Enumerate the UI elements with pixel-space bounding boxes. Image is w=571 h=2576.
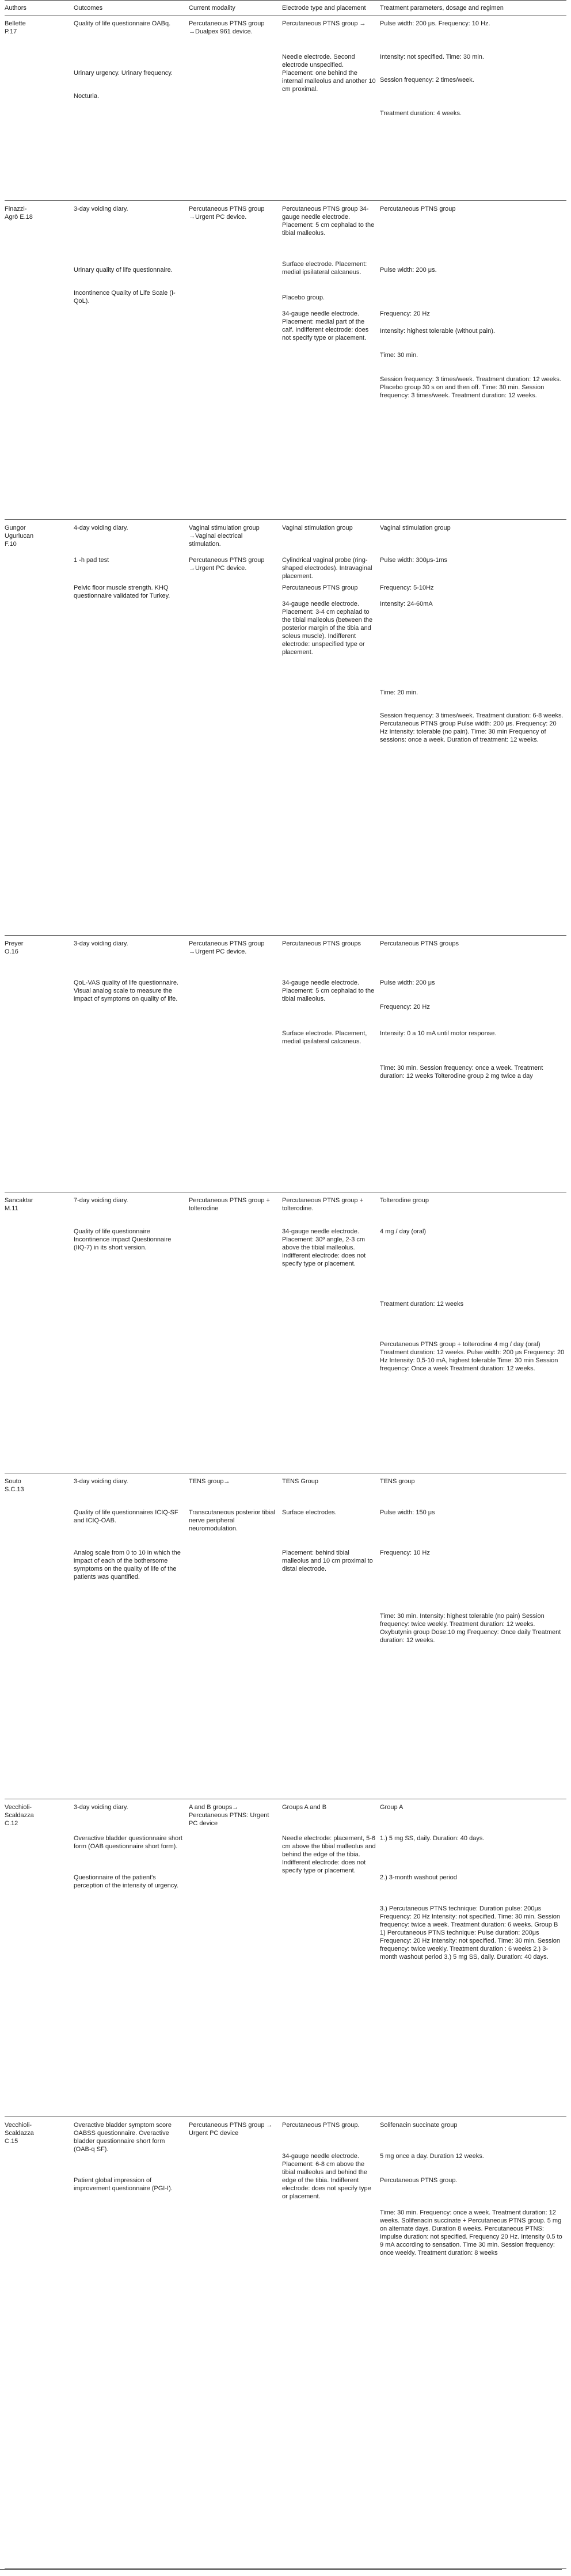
treatment-text: Vaginal stimulation group: [380, 525, 451, 531]
header-treatment: Treatment parameters, dosage and regimen: [380, 5, 504, 12]
author-cell: [5, 203, 69, 519]
treatment-text: Percutaneous PTNS groups: [380, 940, 459, 947]
table-row: [5, 17, 566, 201]
electrode-text: 34-gauge needle electrode. Placement: 3-4 cm cephalad to the tibial malleolus (between the posterior margin of the tibia and soleus muscle). Indifferent electrode: unspecified type or placement.: [282, 601, 373, 656]
electrode-cell: [282, 1194, 376, 1473]
treatment-text: Time: 30 min.: [380, 352, 418, 359]
treatment-text: Pulse width: 200 μs: [380, 979, 435, 986]
modality-cell: [189, 522, 275, 935]
treatment-text: Intensity: 24-60mA: [380, 601, 433, 607]
modality-text: Vaginal stimulation group →Vaginal electrical stimulation.: [189, 525, 260, 548]
treatment-text: 3.) Percutaneous PTNS technique: Duration pulse: 200μs Frequency: 20 Hz Intensity: not specified. Time: 30 min. Session frequency: twice a week. Treatment duration: 6 weeks. Group B 1) Percutaneous PTNS technique: Pulse duration: 200μs Frequency: 20 Hz Intensity: not specified. Time: 30 min. Session frequency: twice weekly. Treatment duration : 6 weeks 2.) 3-month washout period 3.) 5 mg SS, daily. Duration: 40 days.: [380, 1905, 561, 1961]
author-line: Sancaktar: [5, 1197, 33, 1204]
treatment-text: Treatment duration: 12 weeks: [380, 1301, 464, 1308]
treatment-text: Session frequency: 3 times/week. Treatment duration: 12 weeks. Placebo group 30 s on and then off. Time: 30 min. Session frequency: 3 times/week. Treatment duration: 12 weeks.: [380, 376, 561, 399]
author-line: Vecchioli-: [5, 2122, 32, 2129]
treatment-cell: [380, 2119, 565, 2568]
treatment-text: Tolterodine group: [380, 1197, 429, 1204]
author-cell: [5, 937, 69, 1192]
electrode-text: Percutaneous PTNS group: [282, 584, 358, 591]
outcome-text: 3-day voiding diary.: [74, 1804, 128, 1811]
modality-text: Percutaneous PTNS group → Urgent PC device: [189, 2122, 273, 2137]
electrode-text: Surface electrode. Placement, medial ipsilateral calcaneus.: [282, 1030, 367, 1045]
treatment-text: Percutaneous PTNS group + tolterodine 4 mg / day (oral) Treatment duration: 12 weeks. Pulse width: 200 μs Frequency: 20 Hz Intensity: 0,5-10 mA, highest tolerable Time: 30 min Session frequency: Once a week Treatment duration: 12 weeks.: [380, 1341, 565, 1372]
modality-cell: [189, 1475, 275, 1799]
electrode-text: Placebo group.: [282, 294, 325, 301]
outcome-text: 3-day voiding diary.: [74, 1478, 128, 1485]
author-line: P.17: [5, 28, 17, 35]
treatment-cell: [380, 1475, 565, 1799]
electrode-text: Needle electrode: placement, 5-6 cm above the tibial malleolus and behind the edge of the tibia. Indifferent electrode: does not specify type or placement.: [282, 1835, 376, 1874]
author-cell: [5, 17, 69, 200]
electrode-cell: [282, 937, 376, 1192]
header-outcomes: Outcomes: [74, 5, 103, 12]
modality-text: Percutaneous PTNS group →Urgent PC device.: [189, 557, 265, 572]
electrode-text: Cylindrical vaginal probe (ring-shaped electrodes). Intravaginal placement.: [282, 557, 372, 580]
outcome-text: Incontinence Quality of Life Scale (I-QoL).: [74, 290, 176, 305]
electrode-cell: [282, 203, 376, 519]
treatment-text: Pulse width: 150 μs: [380, 1509, 435, 1516]
treatment-text: Time: 30 min. Frequency: once a week. Treatment duration: 12 weeks. Solifenacin succinate + Percutaneous PTNS group. 5 mg on alternate days. Duration 8 weeks. Percutaneous PTNS: Impulse duration: not specified. Frequency 20 Hz. Intensity 0.5 to 9 mA according to sensation. Time 30 min. Session frequency: once weekly. Treatment duration: 8 weeks: [380, 2209, 562, 2256]
electrode-text: 34-gauge needle electrode. Placement: 5 cm cephalad to the tibial malleolus.: [282, 979, 375, 1002]
author-cell: [5, 1194, 69, 1473]
treatment-cell: [380, 203, 565, 519]
table-row: [5, 1194, 566, 1473]
author-cell: [5, 1475, 69, 1799]
outcome-text: Overactive bladder questionnaire short form (OAB questionnaire short form).: [74, 1835, 182, 1850]
author-line: Souto: [5, 1478, 21, 1485]
treatment-text: Session frequency: 3 times/week. Treatment duration: 6-8 weeks. Percutaneous PTNS group Pulse width: 200 μs. Frequency: 20 Hz Intensity: tolerable (no pain). Time: 30 min Frequency of sessions: once a week. Duration of treatment: 12 weeks.: [380, 712, 564, 743]
treatment-text: 4 mg / day (oral): [380, 1228, 427, 1235]
modality-text: TENS group→: [189, 1478, 230, 1485]
table-row: [5, 1801, 566, 2117]
author-line: Gungor: [5, 525, 26, 531]
modality-cell: [189, 1194, 275, 1473]
outcome-text: 3-day voiding diary.: [74, 940, 128, 947]
author-line: C.15: [5, 2138, 18, 2145]
electrode-text: Vaginal stimulation group: [282, 525, 353, 531]
electrode-text: 34-gauge needle electrode. Placement: 6-8 cm above the tibial malleolus and behind the edge of the tibia. Indifferent electrode: does not specify type or placement.: [282, 2153, 371, 2200]
treatment-text: Treatment duration: 4 weeks.: [380, 110, 462, 117]
electrode-text: Percutaneous PTNS group + tolterodine.: [282, 1197, 363, 1212]
author-line: S.C.13: [5, 1486, 24, 1493]
author-line: O.16: [5, 948, 18, 955]
modality-text: Transcutaneous posterior tibial nerve peripheral neuromodulation.: [189, 1509, 276, 1532]
outcome-text: 4-day voiding diary.: [74, 525, 128, 531]
treatment-text: Time: 30 min. Session frequency: once a week. Treatment duration: 12 weeks Tolterodine group 2 mg twice a day: [380, 1065, 543, 1080]
treatment-text: Frequency: 20 Hz: [380, 1004, 430, 1010]
electrode-cell: [282, 1475, 376, 1799]
author-line: Preyer: [5, 940, 24, 947]
author-cell: [5, 2119, 69, 2568]
treatment-text: 5 mg once a day. Duration 12 weeks.: [380, 2153, 484, 2160]
treatment-text: Time: 20 min.: [380, 689, 418, 696]
treatment-text: Group A: [380, 1804, 403, 1811]
electrode-text: Groups A and B: [282, 1804, 327, 1811]
electrode-text: TENS Group: [282, 1478, 318, 1485]
author-line: Ugurlucan: [5, 533, 34, 539]
author-cell: [5, 522, 69, 935]
outcome-text: Urinary quality of life questionnaire.: [74, 267, 173, 273]
author-line: Agrò E.18: [5, 214, 33, 221]
treatment-text: Pulse width: 200 μs.: [380, 267, 437, 273]
outcomes-cell: [74, 17, 183, 200]
outcome-text: Patient global impression of improvement questionnaire (PGI-I).: [74, 2177, 173, 2192]
outcome-text: Overactive bladder symptom score OABSS questionnaire. Overactive bladder questionnaire short form (OAB-q SF).: [74, 2122, 172, 2153]
author-line: Vecchioli-: [5, 1804, 32, 1811]
header-authors: Authors: [5, 5, 26, 12]
treatment-cell: [380, 937, 565, 1192]
treatment-text: Percutaneous PTNS group.: [380, 2177, 458, 2184]
author-line: Finazzi-: [5, 206, 27, 212]
electrode-cell: [282, 17, 376, 200]
treatment-text: Intensity: highest tolerable (without pain).: [380, 328, 495, 335]
outcome-text: 1 -h pad test: [74, 557, 109, 564]
treatment-text: Time: 30 min. Intensity: highest tolerable (no pain) Session frequency: twice weekly. Treatment duration: 12 weeks. Oxybutynin group Dose:10 mg Frequency: Once daily Treatment duration: 12 weeks.: [380, 1613, 561, 1644]
electrode-cell: [282, 2119, 376, 2568]
treatment-text: Pulse width: 200 μs. Frequency: 10 Hz.: [380, 20, 490, 27]
outcomes-cell: [74, 2119, 183, 2568]
electrode-cell: [282, 522, 376, 935]
outcome-text: Questionnaire of the patient's perception of the intensity of urgency.: [74, 1874, 179, 1889]
table-row: [5, 1475, 566, 1799]
table-row: [5, 937, 566, 1192]
modality-cell: [189, 1801, 275, 2117]
modality-cell: [189, 17, 275, 200]
treatment-text: TENS group: [380, 1478, 415, 1485]
author-cell: [5, 1801, 69, 2117]
header-electrode: Electrode type and placement: [282, 5, 366, 12]
modality-cell: [189, 203, 275, 519]
treatment-text: Intensity: 0 a 10 mA until motor response.: [380, 1030, 497, 1037]
treatment-cell: [380, 1801, 565, 2117]
outcome-text: Nocturia.: [74, 93, 100, 100]
treatment-text: 2.) 3-month washout period: [380, 1874, 457, 1881]
outcome-text: 3-day voiding diary.: [74, 206, 128, 212]
outcomes-cell: [74, 203, 183, 519]
outcome-text: Pelvic floor muscle strength. KHQ questionnaire validated for Turkey.: [74, 584, 170, 599]
outcome-text: Quality of life questionnaire OABq.: [74, 20, 171, 27]
treatment-cell: [380, 522, 565, 935]
electrode-text: Surface electrodes.: [282, 1509, 337, 1516]
treatment-text: Frequency: 20 Hz: [380, 310, 430, 317]
outcome-text: Quality of life questionnaires ICIQ-SF and ICIQ-OAB.: [74, 1509, 178, 1524]
outcomes-cell: [74, 937, 183, 1192]
outcomes-cell: [74, 522, 183, 935]
modality-text: Percutaneous PTNS group →Urgent PC device.: [189, 206, 265, 221]
electrode-text: 34-gauge needle electrode. Placement: 30º angle, 2-3 cm above the tibial malleolus. Indifferent electrode: does not specify type or placement.: [282, 1228, 366, 1267]
table-row: [5, 2119, 566, 2569]
outcomes-cell: [74, 1194, 183, 1473]
modality-cell: [189, 2119, 275, 2568]
electrode-text: Percutaneous PTNS groups: [282, 940, 361, 947]
outcomes-cell: [74, 1801, 183, 2117]
electrode-text: Percutaneous PTNS group →: [282, 20, 366, 27]
treatment-text: Frequency: 10 Hz: [380, 1549, 430, 1556]
table-header: [5, 0, 566, 16]
author-line: Scaldazza: [5, 1812, 34, 1819]
electrode-text: Surface electrode. Placement: medial ipsilateral calcaneus.: [282, 261, 367, 276]
table-row: [5, 203, 566, 520]
outcomes-cell: [74, 1475, 183, 1799]
author-line: M.11: [5, 1205, 18, 1212]
electrode-text: Percutaneous PTNS group 34-gauge needle electrode. Placement: 5 cm cephalad to the tibial malleolus.: [282, 206, 375, 237]
treatment-text: Session frequency: 2 times/week.: [380, 77, 474, 83]
electrode-text: Needle electrode. Second electrode unspecified. Placement: one behind the internal malleolus and another 10 cm proximal.: [282, 54, 376, 93]
modality-text: Percutaneous PTNS group →Urgent PC device.: [189, 940, 265, 955]
outcome-text: Quality of life questionnaire Incontinence impact Questionnaire (IIQ-7) in its short version.: [74, 1228, 172, 1251]
table-row: [5, 522, 566, 936]
electrode-text: Placement: behind tibial malleolus and 10 cm proximal to distal electrode.: [282, 1549, 373, 1572]
author-line: F.10: [5, 541, 17, 548]
treatment-text: 1.) 5 mg SS, daily. Duration: 40 days.: [380, 1835, 485, 1842]
header-modality: Current modality: [189, 5, 235, 12]
treatment-text: Pulse width: 300μs-1ms: [380, 557, 447, 564]
outcome-text: 7-day voiding diary.: [74, 1197, 128, 1204]
electrode-cell: [282, 1801, 376, 2117]
treatment-cell: [380, 1194, 565, 1473]
author-line: Bellette: [5, 20, 26, 27]
treatment-text: Percutaneous PTNS group: [380, 206, 456, 212]
treatment-text: Intensity: not specified. Time: 30 min.: [380, 54, 484, 60]
outcome-text: QoL-VAS quality of life questionnaire. Visual analog scale to measure the impact of symptoms on quality of life.: [74, 979, 179, 1002]
modality-cell: [189, 937, 275, 1192]
author-line: Scaldazza: [5, 2130, 34, 2137]
treatment-text: Frequency: 5-10Hz: [380, 584, 434, 591]
author-line: C.12: [5, 1820, 18, 1827]
outcome-text: Analog scale from 0 to 10 in which the impact of each of the bothersome symptoms on the quality of life of the patients was quantified.: [74, 1549, 181, 1580]
table-bottom-rule: [0, 2569, 562, 2570]
treatment-text: Solifenacin succinate group: [380, 2122, 458, 2129]
modality-text: Percutaneous PTNS group →Dualpex 961 device.: [189, 20, 265, 35]
modality-text: Percutaneous PTNS group + tolterodine: [189, 1197, 270, 1212]
outcome-text: Urinary urgency. Urinary frequency.: [74, 70, 173, 77]
modality-text: A and B groups→ Percutaneous PTNS: Urgent PC device: [189, 1804, 269, 1827]
treatment-cell: [380, 17, 565, 200]
electrode-text: Percutaneous PTNS group.: [282, 2122, 360, 2129]
electrode-text: 34-gauge needle electrode. Placement: medial part of the calf. Indifferent electrode: does not specify type or placement.: [282, 310, 369, 341]
